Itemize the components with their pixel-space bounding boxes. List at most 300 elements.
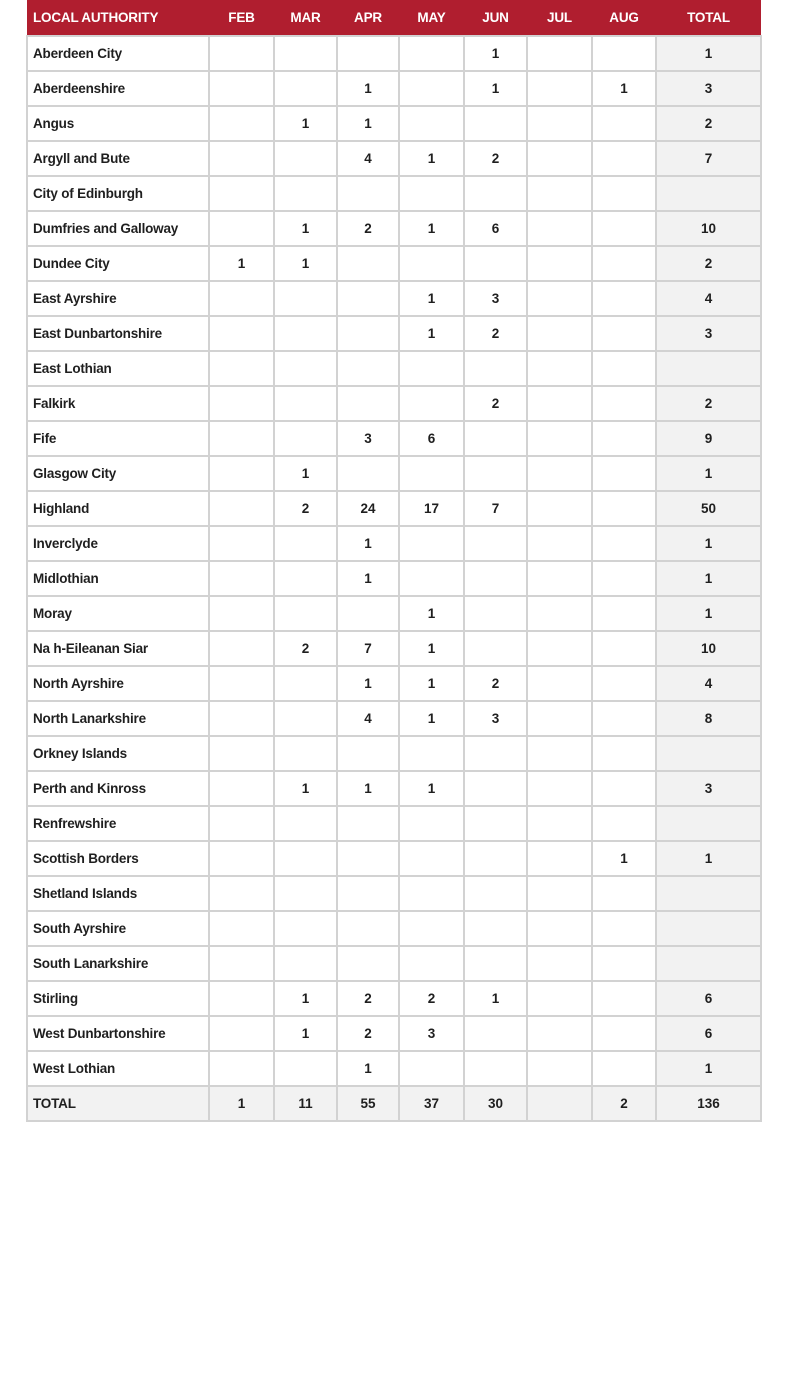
cell-aug (592, 631, 656, 666)
table-row (27, 1051, 761, 1086)
cell-may: 1 (399, 211, 464, 246)
cell-apr: 1 (337, 1051, 399, 1086)
cell-total: 3 (656, 71, 761, 106)
cell-jul (527, 316, 592, 351)
cell-feb (209, 281, 274, 316)
cell-apr: 1 (337, 71, 399, 106)
cell-feb (209, 141, 274, 176)
cell-total: 4 (656, 666, 761, 701)
cell-aug (592, 1051, 656, 1086)
cell-feb: 1 (209, 246, 274, 281)
cell-mar (274, 316, 337, 351)
header-aug: AUG (592, 0, 656, 36)
cell-apr (337, 316, 399, 351)
cell-jul (527, 1051, 592, 1086)
cell-apr: 1 (337, 666, 399, 701)
cell-aug: 1 (592, 71, 656, 106)
cell-jul (527, 946, 592, 981)
cell-total: 10 (656, 211, 761, 246)
cell-may (399, 806, 464, 841)
totals-label: TOTAL (27, 1086, 209, 1121)
table-container (26, 0, 760, 1122)
authority-name-cell: South Ayrshire (27, 911, 209, 946)
cell-may (399, 946, 464, 981)
cell-mar (274, 701, 337, 736)
header-total: TOTAL (656, 0, 761, 36)
table-row (27, 806, 761, 841)
cell-feb (209, 841, 274, 876)
authority-name-cell: Fife (27, 421, 209, 456)
authority-name-cell: North Lanarkshire (27, 701, 209, 736)
cell-mar (274, 526, 337, 561)
cell-aug (592, 316, 656, 351)
totals-total: 136 (656, 1086, 761, 1121)
cell-jul (527, 876, 592, 911)
cell-mar (274, 911, 337, 946)
table-row (27, 456, 761, 491)
cell-jul (527, 736, 592, 771)
cell-mar (274, 71, 337, 106)
cell-mar (274, 1051, 337, 1086)
cell-jul (527, 666, 592, 701)
cell-feb (209, 596, 274, 631)
cell-total: 6 (656, 1016, 761, 1051)
cell-aug (592, 771, 656, 806)
totals-mar: 11 (274, 1086, 337, 1121)
cell-total: 8 (656, 701, 761, 736)
authority-name-cell: Stirling (27, 981, 209, 1016)
totals-aug: 2 (592, 1086, 656, 1121)
cell-jul (527, 841, 592, 876)
cell-total (656, 736, 761, 771)
cell-aug (592, 876, 656, 911)
cell-jun (464, 736, 527, 771)
table-row (27, 281, 761, 316)
table-row (27, 596, 761, 631)
cell-feb (209, 211, 274, 246)
cell-may (399, 106, 464, 141)
cell-aug (592, 526, 656, 561)
cell-feb (209, 36, 274, 71)
cell-jul (527, 246, 592, 281)
cell-jul (527, 526, 592, 561)
authority-name-cell: West Dunbartonshire (27, 1016, 209, 1051)
authority-name-cell: Perth and Kinross (27, 771, 209, 806)
cell-feb (209, 771, 274, 806)
header-local-authority: LOCAL AUTHORITY (27, 0, 209, 36)
cell-feb (209, 876, 274, 911)
cell-jul (527, 981, 592, 1016)
cell-mar (274, 596, 337, 631)
cell-feb (209, 1051, 274, 1086)
cell-mar (274, 36, 337, 71)
cell-apr: 24 (337, 491, 399, 526)
cell-total: 1 (656, 36, 761, 71)
cell-aug (592, 666, 656, 701)
cell-mar: 1 (274, 771, 337, 806)
totals-apr: 55 (337, 1086, 399, 1121)
cell-aug (592, 211, 656, 246)
authority-name-cell: Na h-Eileanan Siar (27, 631, 209, 666)
cell-jun (464, 106, 527, 141)
cell-apr (337, 946, 399, 981)
authority-name-cell: Renfrewshire (27, 806, 209, 841)
authority-name-cell: East Lothian (27, 351, 209, 386)
cell-mar (274, 141, 337, 176)
authority-name-cell: East Dunbartonshire (27, 316, 209, 351)
cell-feb (209, 1016, 274, 1051)
header-mar: MAR (274, 0, 337, 36)
local-authority-monthly-table (26, 0, 762, 1122)
cell-jun (464, 806, 527, 841)
table-row (27, 36, 761, 71)
cell-jun: 2 (464, 141, 527, 176)
cell-may (399, 561, 464, 596)
cell-aug (592, 1016, 656, 1051)
cell-jul (527, 176, 592, 211)
cell-jul (527, 351, 592, 386)
cell-jun (464, 421, 527, 456)
authority-name-cell: Moray (27, 596, 209, 631)
cell-jun: 1 (464, 71, 527, 106)
authority-name-cell: West Lothian (27, 1051, 209, 1086)
totals-jun: 30 (464, 1086, 527, 1121)
header-feb: FEB (209, 0, 274, 36)
cell-jul (527, 281, 592, 316)
cell-jun (464, 561, 527, 596)
cell-aug (592, 176, 656, 211)
cell-total (656, 176, 761, 211)
cell-apr: 2 (337, 1016, 399, 1051)
cell-apr (337, 281, 399, 316)
cell-jun (464, 526, 527, 561)
table-row (27, 736, 761, 771)
authority-name-cell: South Lanarkshire (27, 946, 209, 981)
authority-name-cell: Glasgow City (27, 456, 209, 491)
cell-total: 1 (656, 596, 761, 631)
cell-aug (592, 596, 656, 631)
cell-jun (464, 596, 527, 631)
cell-apr: 1 (337, 106, 399, 141)
cell-apr (337, 386, 399, 421)
table-row (27, 666, 761, 701)
cell-apr (337, 351, 399, 386)
cell-may (399, 71, 464, 106)
cell-jul (527, 911, 592, 946)
table-row (27, 386, 761, 421)
cell-jun: 3 (464, 281, 527, 316)
cell-jul (527, 561, 592, 596)
cell-mar (274, 666, 337, 701)
table-row (27, 141, 761, 176)
cell-feb (209, 106, 274, 141)
header-jun: JUN (464, 0, 527, 36)
cell-feb (209, 631, 274, 666)
cell-total: 3 (656, 316, 761, 351)
cell-aug (592, 736, 656, 771)
cell-feb (209, 736, 274, 771)
cell-jul (527, 106, 592, 141)
cell-feb (209, 456, 274, 491)
authority-name-cell: Dundee City (27, 246, 209, 281)
cell-jul (527, 771, 592, 806)
cell-feb (209, 176, 274, 211)
cell-total (656, 351, 761, 386)
cell-apr: 7 (337, 631, 399, 666)
authority-name-cell: Dumfries and Galloway (27, 211, 209, 246)
cell-apr (337, 736, 399, 771)
cell-apr: 1 (337, 561, 399, 596)
table-row (27, 351, 761, 386)
cell-may: 1 (399, 316, 464, 351)
authority-name-cell: Orkney Islands (27, 736, 209, 771)
table-row (27, 841, 761, 876)
cell-aug (592, 456, 656, 491)
header-jul: JUL (527, 0, 592, 36)
cell-mar: 1 (274, 246, 337, 281)
cell-mar (274, 421, 337, 456)
cell-may (399, 911, 464, 946)
cell-feb (209, 911, 274, 946)
cell-total: 1 (656, 561, 761, 596)
cell-jun (464, 1016, 527, 1051)
cell-may (399, 526, 464, 561)
cell-jul (527, 36, 592, 71)
cell-may: 1 (399, 771, 464, 806)
cell-jun (464, 911, 527, 946)
totals-may: 37 (399, 1086, 464, 1121)
cell-apr: 4 (337, 141, 399, 176)
cell-total (656, 806, 761, 841)
cell-feb (209, 71, 274, 106)
cell-apr: 1 (337, 526, 399, 561)
table-row (27, 911, 761, 946)
cell-mar: 1 (274, 456, 337, 491)
cell-jul (527, 1016, 592, 1051)
cell-jul (527, 491, 592, 526)
cell-jun (464, 456, 527, 491)
cell-jul (527, 701, 592, 736)
authority-name-cell: Shetland Islands (27, 876, 209, 911)
table-row (27, 316, 761, 351)
cell-jun (464, 246, 527, 281)
cell-mar (274, 736, 337, 771)
cell-jul (527, 71, 592, 106)
cell-mar: 1 (274, 1016, 337, 1051)
cell-total: 9 (656, 421, 761, 456)
authority-name-cell: City of Edinburgh (27, 176, 209, 211)
cell-mar: 1 (274, 106, 337, 141)
cell-aug (592, 386, 656, 421)
cell-jul (527, 421, 592, 456)
cell-mar: 2 (274, 491, 337, 526)
cell-may: 1 (399, 701, 464, 736)
cell-jun: 2 (464, 316, 527, 351)
cell-apr: 2 (337, 981, 399, 1016)
cell-may: 17 (399, 491, 464, 526)
cell-jun (464, 946, 527, 981)
cell-may (399, 876, 464, 911)
cell-jun: 7 (464, 491, 527, 526)
cell-apr (337, 596, 399, 631)
cell-aug (592, 911, 656, 946)
cell-aug (592, 36, 656, 71)
cell-aug (592, 946, 656, 981)
cell-may (399, 176, 464, 211)
authority-name-cell: Midlothian (27, 561, 209, 596)
cell-may (399, 841, 464, 876)
cell-mar: 2 (274, 631, 337, 666)
cell-total: 1 (656, 456, 761, 491)
cell-mar (274, 351, 337, 386)
cell-total: 1 (656, 526, 761, 561)
cell-apr (337, 841, 399, 876)
table-row (27, 526, 761, 561)
cell-mar (274, 281, 337, 316)
cell-total: 4 (656, 281, 761, 316)
cell-may: 1 (399, 631, 464, 666)
authority-name-cell: North Ayrshire (27, 666, 209, 701)
cell-jun: 2 (464, 666, 527, 701)
cell-apr: 2 (337, 211, 399, 246)
cell-aug (592, 981, 656, 1016)
cell-jul (527, 386, 592, 421)
table-row (27, 631, 761, 666)
cell-feb (209, 701, 274, 736)
header-row (27, 0, 761, 36)
cell-may (399, 736, 464, 771)
cell-total: 2 (656, 386, 761, 421)
table-row (27, 771, 761, 806)
cell-may (399, 36, 464, 71)
cell-feb (209, 981, 274, 1016)
cell-may (399, 386, 464, 421)
cell-may (399, 246, 464, 281)
cell-feb (209, 351, 274, 386)
cell-jun: 1 (464, 36, 527, 71)
cell-apr: 1 (337, 771, 399, 806)
table-row (27, 246, 761, 281)
cell-jun (464, 771, 527, 806)
cell-total (656, 911, 761, 946)
table-row (27, 1016, 761, 1051)
cell-jul (527, 806, 592, 841)
cell-jul (527, 141, 592, 176)
cell-apr: 3 (337, 421, 399, 456)
cell-aug (592, 806, 656, 841)
cell-total: 7 (656, 141, 761, 176)
authority-name-cell: Aberdeenshire (27, 71, 209, 106)
cell-apr (337, 876, 399, 911)
cell-apr (337, 806, 399, 841)
cell-aug (592, 246, 656, 281)
cell-jun (464, 176, 527, 211)
table-body (27, 36, 761, 1121)
cell-feb (209, 386, 274, 421)
cell-aug (592, 351, 656, 386)
authority-name-cell: Highland (27, 491, 209, 526)
cell-mar (274, 386, 337, 421)
cell-jun: 2 (464, 386, 527, 421)
cell-jun (464, 841, 527, 876)
cell-may: 1 (399, 281, 464, 316)
cell-jun: 6 (464, 211, 527, 246)
cell-aug (592, 281, 656, 316)
authority-name-cell: Angus (27, 106, 209, 141)
cell-apr (337, 176, 399, 211)
cell-jul (527, 211, 592, 246)
cell-jun (464, 876, 527, 911)
cell-total: 1 (656, 841, 761, 876)
cell-apr (337, 246, 399, 281)
cell-feb (209, 946, 274, 981)
authority-name-cell: Falkirk (27, 386, 209, 421)
authority-name-cell: Aberdeen City (27, 36, 209, 71)
cell-may: 3 (399, 1016, 464, 1051)
table-row (27, 561, 761, 596)
cell-feb (209, 561, 274, 596)
table-row (27, 421, 761, 456)
cell-jun (464, 351, 527, 386)
cell-aug (592, 106, 656, 141)
cell-mar (274, 841, 337, 876)
cell-total: 2 (656, 106, 761, 141)
cell-mar: 1 (274, 981, 337, 1016)
cell-total: 2 (656, 246, 761, 281)
cell-jul (527, 631, 592, 666)
cell-feb (209, 526, 274, 561)
cell-jun (464, 1051, 527, 1086)
cell-aug (592, 561, 656, 596)
totals-jul (527, 1086, 592, 1121)
table-header (27, 0, 761, 36)
cell-aug (592, 421, 656, 456)
cell-may (399, 1051, 464, 1086)
cell-jul (527, 596, 592, 631)
cell-total: 10 (656, 631, 761, 666)
table-row (27, 876, 761, 911)
table-row (27, 491, 761, 526)
authority-name-cell: East Ayrshire (27, 281, 209, 316)
cell-mar (274, 176, 337, 211)
cell-total: 50 (656, 491, 761, 526)
table-row (27, 981, 761, 1016)
table-row (27, 946, 761, 981)
table-row (27, 211, 761, 246)
cell-may: 2 (399, 981, 464, 1016)
cell-may (399, 351, 464, 386)
cell-jul (527, 456, 592, 491)
cell-total (656, 876, 761, 911)
table-row (27, 71, 761, 106)
table-row (27, 106, 761, 141)
cell-aug (592, 701, 656, 736)
totals-row (27, 1086, 761, 1121)
cell-mar (274, 561, 337, 596)
cell-jun: 3 (464, 701, 527, 736)
cell-mar: 1 (274, 211, 337, 246)
cell-may: 6 (399, 421, 464, 456)
cell-apr: 4 (337, 701, 399, 736)
cell-mar (274, 946, 337, 981)
authority-name-cell: Inverclyde (27, 526, 209, 561)
cell-jun: 1 (464, 981, 527, 1016)
cell-feb (209, 421, 274, 456)
cell-total: 6 (656, 981, 761, 1016)
cell-apr (337, 36, 399, 71)
cell-apr (337, 456, 399, 491)
cell-total (656, 946, 761, 981)
